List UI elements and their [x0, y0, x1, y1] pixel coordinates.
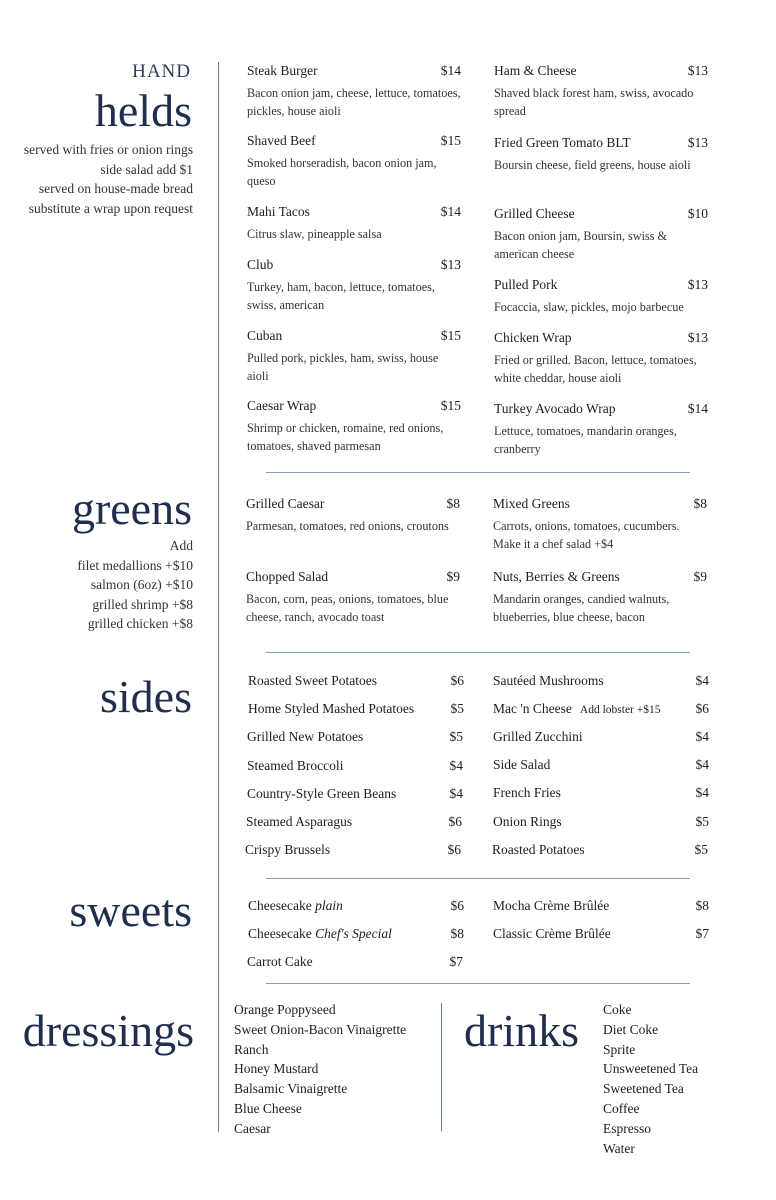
item-addon: Add lobster +$15 [579, 704, 661, 716]
sweet-item [248, 898, 464, 914]
addon-line: filet medallions +$10 [77, 557, 193, 573]
note-line: substitute a wrap upon request [28, 200, 193, 216]
item-price: $6 [447, 842, 461, 857]
greens-addons [3, 536, 193, 634]
drink-item: Unsweetened Tea [603, 1061, 699, 1076]
menu-item [247, 204, 461, 244]
item-price: $13 [687, 277, 708, 292]
item-price: $13 [687, 63, 708, 78]
item-name: Pulled Pork [494, 277, 558, 292]
side-item [248, 701, 464, 717]
menu-item [494, 401, 708, 458]
item-price: $6 [450, 673, 464, 688]
item-description: Bacon, corn, peas, onions, tomatoes, blue cheese, ranch, avocado toast [246, 592, 449, 624]
handhelds-notes [3, 140, 193, 218]
item-description: Carrots, onions, tomatoes, cucumbers. Make it a chef salad +$4 [493, 519, 680, 551]
item-description: Fried or grilled. Bacon, lettuce, tomatoes, white cheddar, house aioli [494, 353, 697, 385]
drink-item: Water [603, 1141, 635, 1156]
item-name: Mocha Crème Brûlée [493, 898, 610, 913]
item-name: Ham & Cheese [494, 63, 577, 78]
note-line: served with fries or onion rings [23, 142, 193, 157]
sweets-title: sweets [69, 885, 192, 936]
menu-item [247, 257, 461, 314]
greens-rule [266, 652, 690, 653]
item-name: French Fries [493, 785, 561, 800]
item-description: Shaved black forest ham, swiss, avocado spread [494, 86, 694, 118]
sides-rule [266, 878, 690, 879]
menu-item [246, 496, 460, 536]
item-name: Onion Rings [493, 814, 562, 829]
item-name: Caesar Wrap [247, 398, 317, 413]
menu-item [247, 328, 461, 385]
drink-item: Diet Coke [603, 1022, 659, 1037]
side-item [247, 729, 463, 745]
item-price: $6 [695, 701, 709, 716]
side-item [493, 701, 709, 718]
side-item [493, 729, 709, 745]
drinks-title: drinks [464, 1005, 579, 1056]
item-name: Grilled Caesar [246, 496, 325, 511]
item-price: $5 [694, 842, 708, 857]
side-item [492, 842, 708, 858]
item-description: Mandarin oranges, candied walnuts, blueberries, blue cheese, bacon [493, 592, 670, 624]
item-price: $9 [693, 569, 707, 584]
drink-item: Coke [603, 1002, 632, 1017]
item-price: $14 [440, 63, 461, 78]
item-description: Parmesan, tomatoes, red onions, croutons [246, 519, 449, 533]
dressings-title: dressings [22, 1005, 194, 1056]
item-description: Pulled pork, pickles, ham, swiss, house aioli [247, 351, 439, 383]
item-price: $5 [450, 701, 464, 716]
sweet-item [493, 898, 709, 914]
item-price: $13 [440, 257, 461, 272]
side-item [248, 673, 464, 689]
menu-item [494, 135, 708, 175]
menu-item [493, 569, 707, 626]
item-price: $4 [695, 785, 709, 800]
item-name: Country-Style Green Beans [247, 786, 397, 801]
menu-item [246, 569, 460, 626]
item-price: $7 [695, 926, 709, 941]
side-item [493, 814, 709, 830]
item-name: Chicken Wrap [494, 330, 572, 345]
item-description: Bacon onion jam, Boursin, swiss & american cheese [494, 229, 667, 261]
item-name: Carrot Cake [247, 954, 313, 969]
menu-item [494, 330, 708, 387]
menu-item [247, 398, 461, 455]
item-description: Smoked horseradish, bacon onion jam, queso [247, 156, 437, 188]
item-price: $13 [687, 330, 708, 345]
item-name: Roasted Potatoes [492, 842, 585, 857]
drink-item: Espresso [603, 1121, 651, 1136]
item-price: $4 [449, 758, 463, 773]
dressing-item: Balsamic Vinaigrette [234, 1081, 348, 1096]
item-price: $4 [695, 757, 709, 772]
item-price: $15 [440, 398, 461, 413]
menu-item [493, 496, 707, 553]
item-price: $6 [448, 814, 462, 829]
dressing-item: Orange Poppyseed [234, 1002, 336, 1017]
menu-item [494, 277, 708, 317]
item-name: Side Salad [493, 757, 551, 772]
handhelds-title-small: HAND [132, 61, 191, 82]
item-name: Grilled Cheese [494, 206, 575, 221]
item-price: $5 [449, 729, 463, 744]
dressing-item: Honey Mustard [234, 1061, 319, 1076]
item-price: $7 [449, 954, 463, 969]
item-description: Boursin cheese, field greens, house aioli [494, 158, 691, 172]
item-name: Cuban [247, 328, 283, 343]
addon-line: grilled shrimp +$8 [92, 596, 193, 612]
item-price: $4 [695, 673, 709, 688]
menu-item [247, 63, 461, 120]
item-variant: Chef's Special [315, 926, 392, 941]
item-description: Bacon onion jam, cheese, lettuce, tomatoes, pickles, house aioli [247, 86, 461, 118]
sweets-rule [266, 983, 690, 984]
item-name: Fried Green Tomato BLT [494, 135, 631, 150]
item-price: $4 [695, 729, 709, 744]
item-variant: plain [315, 898, 343, 913]
addon-line: grilled chicken +$8 [87, 616, 193, 631]
item-name: Steamed Asparagus [246, 814, 353, 829]
greens-title: greens [71, 483, 192, 534]
dressing-item: Sweet Onion-Bacon Vinaigrette [234, 1022, 407, 1037]
side-item [493, 757, 709, 773]
item-name: Grilled Zucchini [493, 729, 583, 744]
sweet-item [247, 954, 463, 970]
item-name: Roasted Sweet Potatoes [248, 673, 377, 688]
addon-line: salmon (6oz) +$10 [90, 577, 193, 592]
item-name: Steamed Broccoli [247, 758, 344, 773]
item-description: Turkey, ham, bacon, lettuce, tomatoes, swiss, american [247, 280, 435, 312]
item-price: $8 [446, 496, 460, 511]
item-name: Mixed Greens [493, 496, 570, 511]
handhelds-rule [266, 472, 690, 473]
drinks-divider [441, 1003, 442, 1131]
item-description: Focaccia, slaw, pickles, mojo barbecue [494, 300, 684, 314]
addon-line: Add [169, 538, 193, 553]
item-name: Crispy Brussels [245, 842, 331, 857]
note-line: side salad add $1 [100, 161, 193, 177]
menu-item [247, 133, 461, 190]
dressing-item: Ranch [234, 1042, 269, 1057]
item-price: $13 [687, 135, 708, 150]
item-price: $8 [450, 926, 464, 941]
drink-item: Coffee [603, 1101, 640, 1116]
drink-item: Sprite [603, 1042, 636, 1057]
handhelds-title: helds [94, 85, 192, 136]
item-name: Club [247, 257, 274, 272]
side-item [247, 758, 463, 774]
sweet-item [248, 926, 464, 942]
item-name: Sautéed Mushrooms [493, 673, 604, 688]
item-name: Turkey Avocado Wrap [494, 401, 616, 416]
drink-item: Sweetened Tea [603, 1081, 684, 1096]
item-name: Mahi Tacos [247, 204, 310, 219]
item-price: $14 [687, 401, 708, 416]
side-item [493, 785, 709, 801]
item-name: Cheesecake [248, 898, 312, 913]
item-name: Nuts, Berries & Greens [493, 569, 620, 584]
item-price: $15 [440, 328, 461, 343]
item-price: $9 [446, 569, 460, 584]
dressing-item: Blue Cheese [234, 1101, 302, 1116]
sweet-item [493, 926, 709, 942]
item-price: $8 [695, 898, 709, 913]
item-name: Classic Crème Brûlée [493, 926, 611, 941]
item-price: $4 [449, 786, 463, 801]
item-name: Mac 'n Cheese [493, 701, 572, 716]
side-item [247, 786, 463, 802]
item-name: Chopped Salad [246, 569, 329, 584]
main-divider [218, 62, 219, 1132]
dressing-item: Caesar [234, 1121, 271, 1136]
side-item [493, 673, 709, 689]
item-price: $15 [440, 133, 461, 148]
item-name: Cheesecake [248, 926, 312, 941]
item-price: $8 [693, 496, 707, 511]
item-name: Grilled New Potatoes [247, 729, 364, 744]
menu-item [494, 63, 708, 120]
item-name: Steak Burger [247, 63, 318, 78]
item-description: Lettuce, tomatoes, mandarin oranges, cranberry [494, 424, 677, 456]
item-price: $14 [440, 204, 461, 219]
item-price: $5 [695, 814, 709, 829]
item-name: Home Styled Mashed Potatoes [248, 701, 415, 716]
side-item [246, 814, 462, 830]
sides-title: sides [100, 671, 192, 722]
item-price: $6 [450, 898, 464, 913]
menu-item [494, 206, 708, 263]
item-price: $10 [687, 206, 708, 221]
item-description: Citrus slaw, pineapple salsa [247, 227, 382, 241]
item-name: Shaved Beef [247, 133, 316, 148]
side-item [245, 842, 461, 858]
note-line: served on house-made bread [38, 181, 193, 196]
item-description: Shrimp or chicken, romaine, red onions, tomatoes, shaved parmesan [247, 421, 444, 453]
